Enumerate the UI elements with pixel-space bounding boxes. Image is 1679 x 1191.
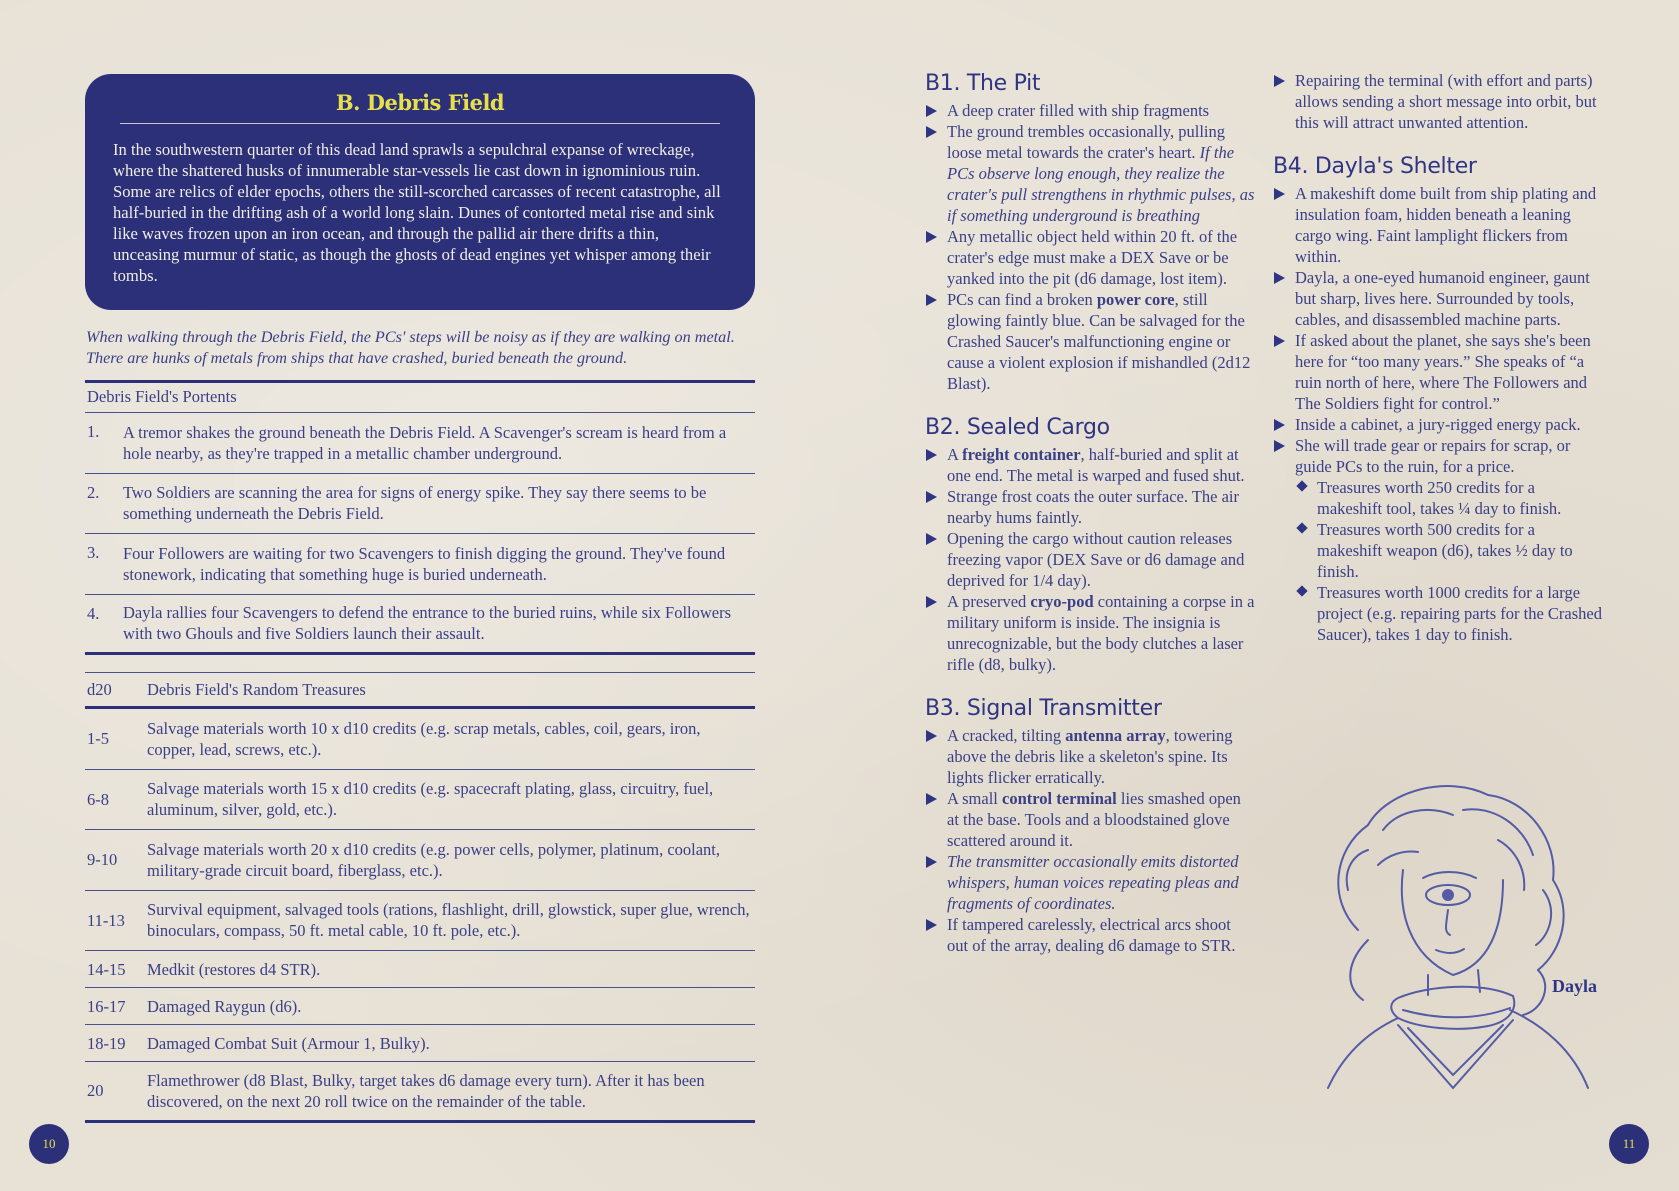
- list-item: A makeshift dome built from ship plating and insulation foam, hidden beneath a leaning cargo wing. Faint lamplight flickers from within.: [1273, 183, 1603, 267]
- page-number-left: 10: [29, 1124, 69, 1164]
- roll-range: 11-13: [87, 910, 125, 930]
- bullet-list: [925, 100, 1255, 394]
- roll-range: 9-10: [87, 850, 118, 870]
- bullet-list: [925, 725, 1255, 956]
- bullet-list: [1273, 183, 1603, 477]
- list-item: A deep crater filled with ship fragments: [925, 100, 1255, 121]
- table-row: [85, 595, 755, 656]
- list-item: Inside a cabinet, a jury-rigged energy pack.: [1273, 414, 1603, 435]
- list-item: A preserved cryo-pod containing a corpse in a military uniform is inside. The insignia is unrecognizable, but the body clutches a laser rifle (d8, bulky).: [925, 591, 1255, 675]
- list-item: The transmitter occasionally emits distorted whispers, human voices repeating pleas and fragments of coordinates.: [925, 851, 1255, 914]
- row-text: Salvage materials worth 20 x d10 credits (e.g. power cells, polymer, platinum, coolant, military-grade circuit board, fiberglass, etc.).: [147, 839, 721, 880]
- roll-range: 14-15: [87, 959, 126, 979]
- row-text: Two Soldiers are scanning the area for signs of energy spike. They say there seems to be something underneath the Debris Field.: [123, 483, 707, 524]
- roll-range: 1-5: [87, 729, 109, 749]
- treasures-table: [85, 674, 755, 1123]
- row-text: Damaged Combat Suit (Armour 1, Bulky).: [147, 1033, 430, 1053]
- list-item: A freight container, half-buried and split at one end. The metal is warped and fused shut.: [925, 444, 1255, 486]
- section-title: B. Debris Field: [120, 90, 720, 124]
- section-title: B2. Sealed Cargo: [925, 415, 1110, 440]
- table-row: [85, 951, 755, 988]
- roll-range: 18-19: [87, 1033, 126, 1053]
- table-row: [85, 709, 755, 770]
- row-text: Survival equipment, salvaged tools (rations, flashlight, drill, glowstick, super glue, wrench, binoculars, compass, 50 ft. metal cable, 10 ft. pole, etc.).: [147, 900, 750, 941]
- row-number: 2.: [87, 482, 100, 502]
- list-item: A small control terminal lies smashed open at the base. Tools and a bloodstained glove scattered around it.: [925, 788, 1255, 851]
- section-title: B1. The Pit: [925, 71, 1041, 96]
- header-d20: d20: [87, 680, 112, 699]
- table-row: [85, 413, 755, 474]
- table-rule: [85, 672, 755, 673]
- page-number-right: 11: [1609, 1124, 1649, 1164]
- bullet-list: [1273, 70, 1603, 133]
- list-item: Any metallic object held within 20 ft. of the crater's edge must make a DEX Save or be yanked into the pit (d6 damage, lost item).: [925, 226, 1255, 289]
- list-item: Repairing the terminal (with effort and parts) allows sending a short message into orbit, but this will attract unwanted attention.: [1273, 70, 1603, 133]
- list-item: Opening the cargo without caution releases freezing vapor (DEX Save or d6 damage and deprived for 1/4 day).: [925, 528, 1255, 591]
- table-row: [85, 830, 755, 891]
- list-item: Treasures worth 1000 credits for a large project (e.g. repairing parts for the Crashed Saucer), takes 1 day to finish.: [1273, 582, 1603, 645]
- bullet-list: [925, 444, 1255, 675]
- illustration-caption: Dayla: [1552, 976, 1597, 996]
- row-number: 3.: [87, 543, 100, 562]
- portents-header: Debris Field's Portents: [85, 382, 755, 413]
- row-text: Salvage materials worth 10 x d10 credits (e.g. scrap metals, cables, coil, gears, iron, copper, lead, screws, etc.).: [147, 718, 701, 759]
- list-item: The ground trembles occasionally, pulling loose metal towards the crater's heart. If the PCs observe long enough, they realize the crater's pull strengthens in rhythmic pulses, as if something underground is breathing: [925, 121, 1255, 226]
- table-row: [85, 988, 755, 1025]
- roll-range: 16-17: [87, 996, 126, 1016]
- row-number: 4.: [87, 603, 100, 623]
- table-row: [85, 1025, 755, 1062]
- row-text: A tremor shakes the ground beneath the Debris Field. A Scavenger's scream is heard from a hole nearby, as they're trapped in a metallic chamber underground.: [123, 422, 727, 463]
- table-row: [85, 474, 755, 535]
- list-item: PCs can find a broken power core, still glowing faintly blue. Can be salvaged for the Crashed Saucer's malfunctioning engine or cause a violent explosion if mishandled (2d12 Blast).: [925, 289, 1255, 394]
- table-row: [85, 1062, 755, 1123]
- row-text: Flamethrower (d8 Blast, Bulky, target takes d6 damage every turn). After it has been discovered, on the next 20 roll twice on the remainder of the table.: [147, 1070, 705, 1111]
- row-text: Damaged Raygun (d6).: [147, 996, 302, 1016]
- portents-table: [85, 382, 755, 655]
- right-column-2: [1273, 70, 1603, 645]
- table-row: [85, 534, 755, 595]
- walk-note: When walking through the Debris Field, the PCs' steps will be noisy as if they are walking on metal. There are hunks of metals from ships that have crashed, buried beneath the ground.: [86, 328, 735, 367]
- table-row: [85, 770, 755, 831]
- list-item: She will trade gear or repairs for scrap, or guide PCs to the ruin, for a price.: [1273, 435, 1603, 477]
- intro-text: In the southwestern quarter of this dead land sprawls a sepulchral expanse of wreckage, where the shattered husks of innumerable star-vessels lie cast down in ignominious ruin. Some are relics of elder epochs, others the still-scorched carcasses of recent catastrophe, all half-buried in the drifting ash of a world long slain. Dunes of contorted metal rise and sink like waves frozen upon an iron ocean, and through the pallid air there drifts a thin, unceasing murmur of static, as though the ghosts of dead engines yet whisper among their tombs.: [113, 140, 721, 285]
- intro-box: [85, 74, 755, 310]
- list-item: A cracked, tilting antenna array, towering above the debris like a skeleton's spine. Its lights flicker erratically.: [925, 725, 1255, 788]
- row-text: Medkit (restores d4 STR).: [147, 959, 321, 979]
- header-treasures: Debris Field's Random Treasures: [147, 680, 366, 699]
- table-row: [85, 891, 755, 952]
- row-number: 1.: [87, 422, 100, 441]
- list-item: Treasures worth 500 credits for a makeshift weapon (d6), takes ½ day to finish.: [1273, 519, 1603, 582]
- right-column-1: [925, 70, 1255, 956]
- list-item: Treasures worth 250 credits for a makeshift tool, takes ¼ day to finish.: [1273, 477, 1603, 519]
- section-title: B3. Signal Transmitter: [925, 696, 1162, 721]
- list-item: Dayla, a one-eyed humanoid engineer, gaunt but sharp, lives here. Surrounded by tools, cables, and disassembled machine parts.: [1273, 267, 1603, 330]
- list-item: If tampered carelessly, electrical arcs shoot out of the array, dealing d6 damage to STR.: [925, 914, 1255, 956]
- section-title: B4. Dayla's Shelter: [1273, 154, 1477, 179]
- treasures-header: [85, 674, 755, 709]
- list-item: If asked about the planet, she says she's been here for “too many years.” She speaks of “a ruin north of here, where The Followers and The Soldiers fight for control.”: [1273, 330, 1603, 414]
- row-text: Four Followers are waiting for two Scavengers to finish digging the ground. They've found stonework, indicating that something huge is buried underneath.: [123, 543, 726, 584]
- roll-range: 20: [87, 1081, 104, 1101]
- list-item: Strange frost coats the outer surface. The air nearby hums faintly.: [925, 486, 1255, 528]
- roll-range: 6-8: [87, 789, 109, 809]
- dayla-portrait-illustration: [1288, 770, 1628, 1100]
- row-text: Dayla rallies four Scavengers to defend the entrance to the buried ruins, while six Followers with two Ghouls and five Soldiers launch their assault.: [123, 603, 732, 644]
- sub-bullet-list: [1273, 477, 1603, 645]
- row-text: Salvage materials worth 15 x d10 credits (e.g. spacecraft plating, glass, circuitry, fuel, aluminum, silver, gold, etc.).: [147, 779, 714, 820]
